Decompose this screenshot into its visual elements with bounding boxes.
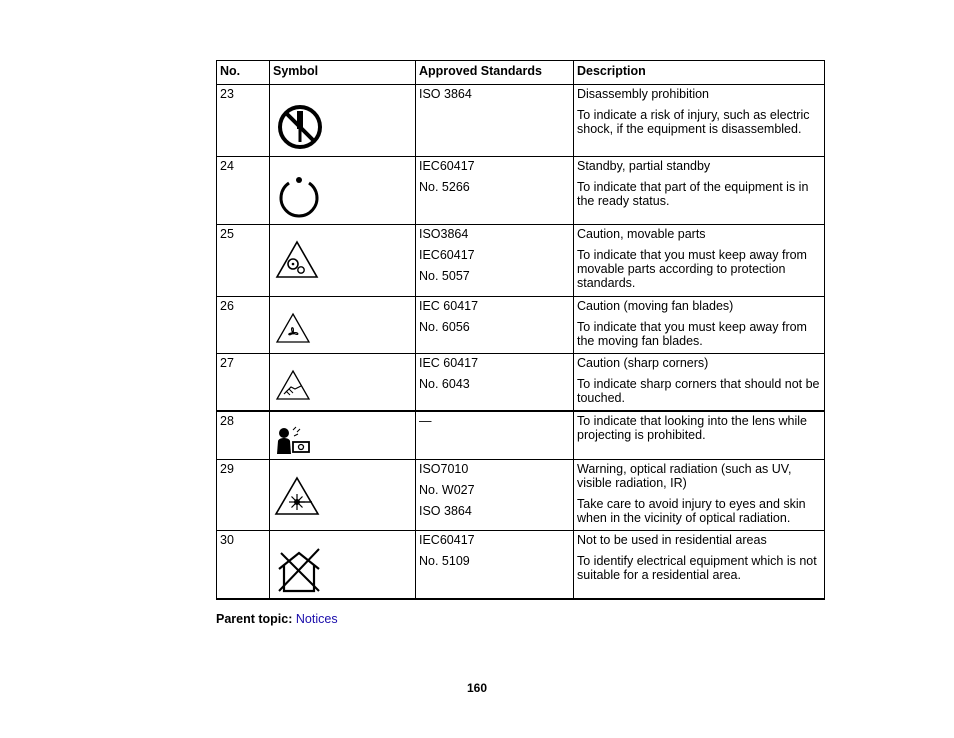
- header-description: Description: [574, 61, 825, 85]
- standards-cell: [416, 157, 574, 225]
- movable-parts-caution-icon: [275, 240, 319, 280]
- table-row: [217, 531, 825, 599]
- standards-cell: [416, 225, 574, 297]
- table-row: [217, 225, 825, 297]
- description-title: Caution (moving fan blades): [577, 299, 734, 313]
- row-number: 25: [217, 225, 270, 297]
- disassembly-prohibition-icon: [276, 103, 324, 151]
- standard-code: IEC 60417: [419, 299, 479, 313]
- description-cell: [574, 411, 825, 460]
- standards-cell: [416, 460, 574, 531]
- row-number: 23: [217, 85, 270, 157]
- table-row: [217, 354, 825, 411]
- description-title: Standby, partial standby: [577, 159, 711, 173]
- notices-link[interactable]: Notices: [295, 612, 338, 626]
- description-cell: [574, 354, 825, 411]
- standard-code: IEC 60417: [419, 356, 479, 370]
- row-number: 24: [217, 157, 270, 225]
- description-title: Caution, movable parts: [577, 227, 706, 241]
- header-symbol: Symbol: [270, 61, 416, 85]
- standards-cell: [416, 411, 574, 460]
- standard-code: No. 5057: [419, 269, 470, 283]
- table-row: [217, 85, 825, 157]
- description-cell: [574, 225, 825, 297]
- symbol-cell: [270, 354, 416, 411]
- description-text: To indicate that you must keep away from the moving fan blades.: [577, 320, 807, 348]
- symbol-cell: [270, 531, 416, 599]
- standard-code: ISO 3864: [419, 504, 472, 518]
- standards-cell: [416, 354, 574, 411]
- symbol-cell: [270, 411, 416, 460]
- no-look-into-lens-icon: [273, 424, 313, 456]
- standard-code: —: [419, 413, 432, 428]
- standard-code: IEC60417: [419, 159, 475, 173]
- standard-code: IEC60417: [419, 248, 475, 262]
- description-cell: [574, 531, 825, 599]
- row-number: 29: [217, 460, 270, 531]
- standard-code: No. 5266: [419, 180, 470, 194]
- row-number: 28: [217, 411, 270, 460]
- not-for-residential-icon: [275, 547, 323, 595]
- sharp-corners-caution-icon: [275, 369, 311, 401]
- row-number: 26: [217, 297, 270, 354]
- row-number: 27: [217, 354, 270, 411]
- parent-topic-label: Parent topic:: [216, 612, 293, 626]
- description-text: To identify electrical equipment which is not suitable for a residential area.: [577, 554, 817, 582]
- standard-code: No. 6056: [419, 320, 470, 334]
- page-number: 160: [466, 681, 488, 695]
- standards-table: [216, 60, 825, 600]
- table-header-row: [217, 61, 825, 85]
- standard-code: No. 5109: [419, 554, 470, 568]
- symbol-cell: [270, 297, 416, 354]
- description-text: Take care to avoid injury to eyes and skin when in the vicinity of optical radiation.: [577, 497, 806, 525]
- symbol-cell: [270, 85, 416, 157]
- description-title: Caution (sharp corners): [577, 356, 709, 370]
- table-row: [217, 157, 825, 225]
- header-standards: Approved Standards: [416, 61, 574, 85]
- description-text: To indicate a risk of injury, such as electric shock, if the equipment is disassembled.: [577, 108, 810, 136]
- symbol-cell: [270, 460, 416, 531]
- standby-icon: [275, 173, 323, 221]
- row-number: 30: [217, 531, 270, 599]
- standards-cell: [416, 297, 574, 354]
- table-row: [217, 411, 825, 460]
- description-cell: [574, 157, 825, 225]
- standard-code: No. W027: [419, 483, 475, 497]
- standard-code: ISO7010: [419, 462, 469, 476]
- description-text: To indicate sharp corners that should not be touched.: [577, 377, 820, 405]
- standard-code: No. 6043: [419, 377, 470, 391]
- description-text: To indicate that you must keep away from movable parts according to protection standards.: [577, 248, 807, 290]
- standards-cell: [416, 85, 574, 157]
- standard-code: IEC60417: [419, 533, 475, 547]
- description-text: To indicate that part of the equipment is in the ready status.: [577, 180, 809, 208]
- standards-cell: [416, 531, 574, 599]
- standard-code: ISO 3864: [419, 87, 472, 101]
- symbol-cell: [270, 225, 416, 297]
- symbol-cell: [270, 157, 416, 225]
- description-title: Warning, optical radiation (such as UV, visible radiation, IR): [577, 462, 792, 490]
- table-row: [217, 297, 825, 354]
- parent-topic: [216, 612, 338, 626]
- standard-code: ISO3864: [419, 227, 469, 241]
- table-row: [217, 460, 825, 531]
- description-cell: [574, 460, 825, 531]
- fan-blades-caution-icon: [275, 312, 311, 344]
- description-title: Not to be used in residential areas: [577, 533, 767, 547]
- header-no: No.: [217, 61, 270, 85]
- optical-radiation-warning-icon: [274, 476, 320, 516]
- description-text: To indicate that looking into the lens while projecting is prohibited.: [577, 413, 808, 442]
- description-cell: [574, 85, 825, 157]
- description-title: Disassembly prohibition: [577, 87, 710, 101]
- description-cell: [574, 297, 825, 354]
